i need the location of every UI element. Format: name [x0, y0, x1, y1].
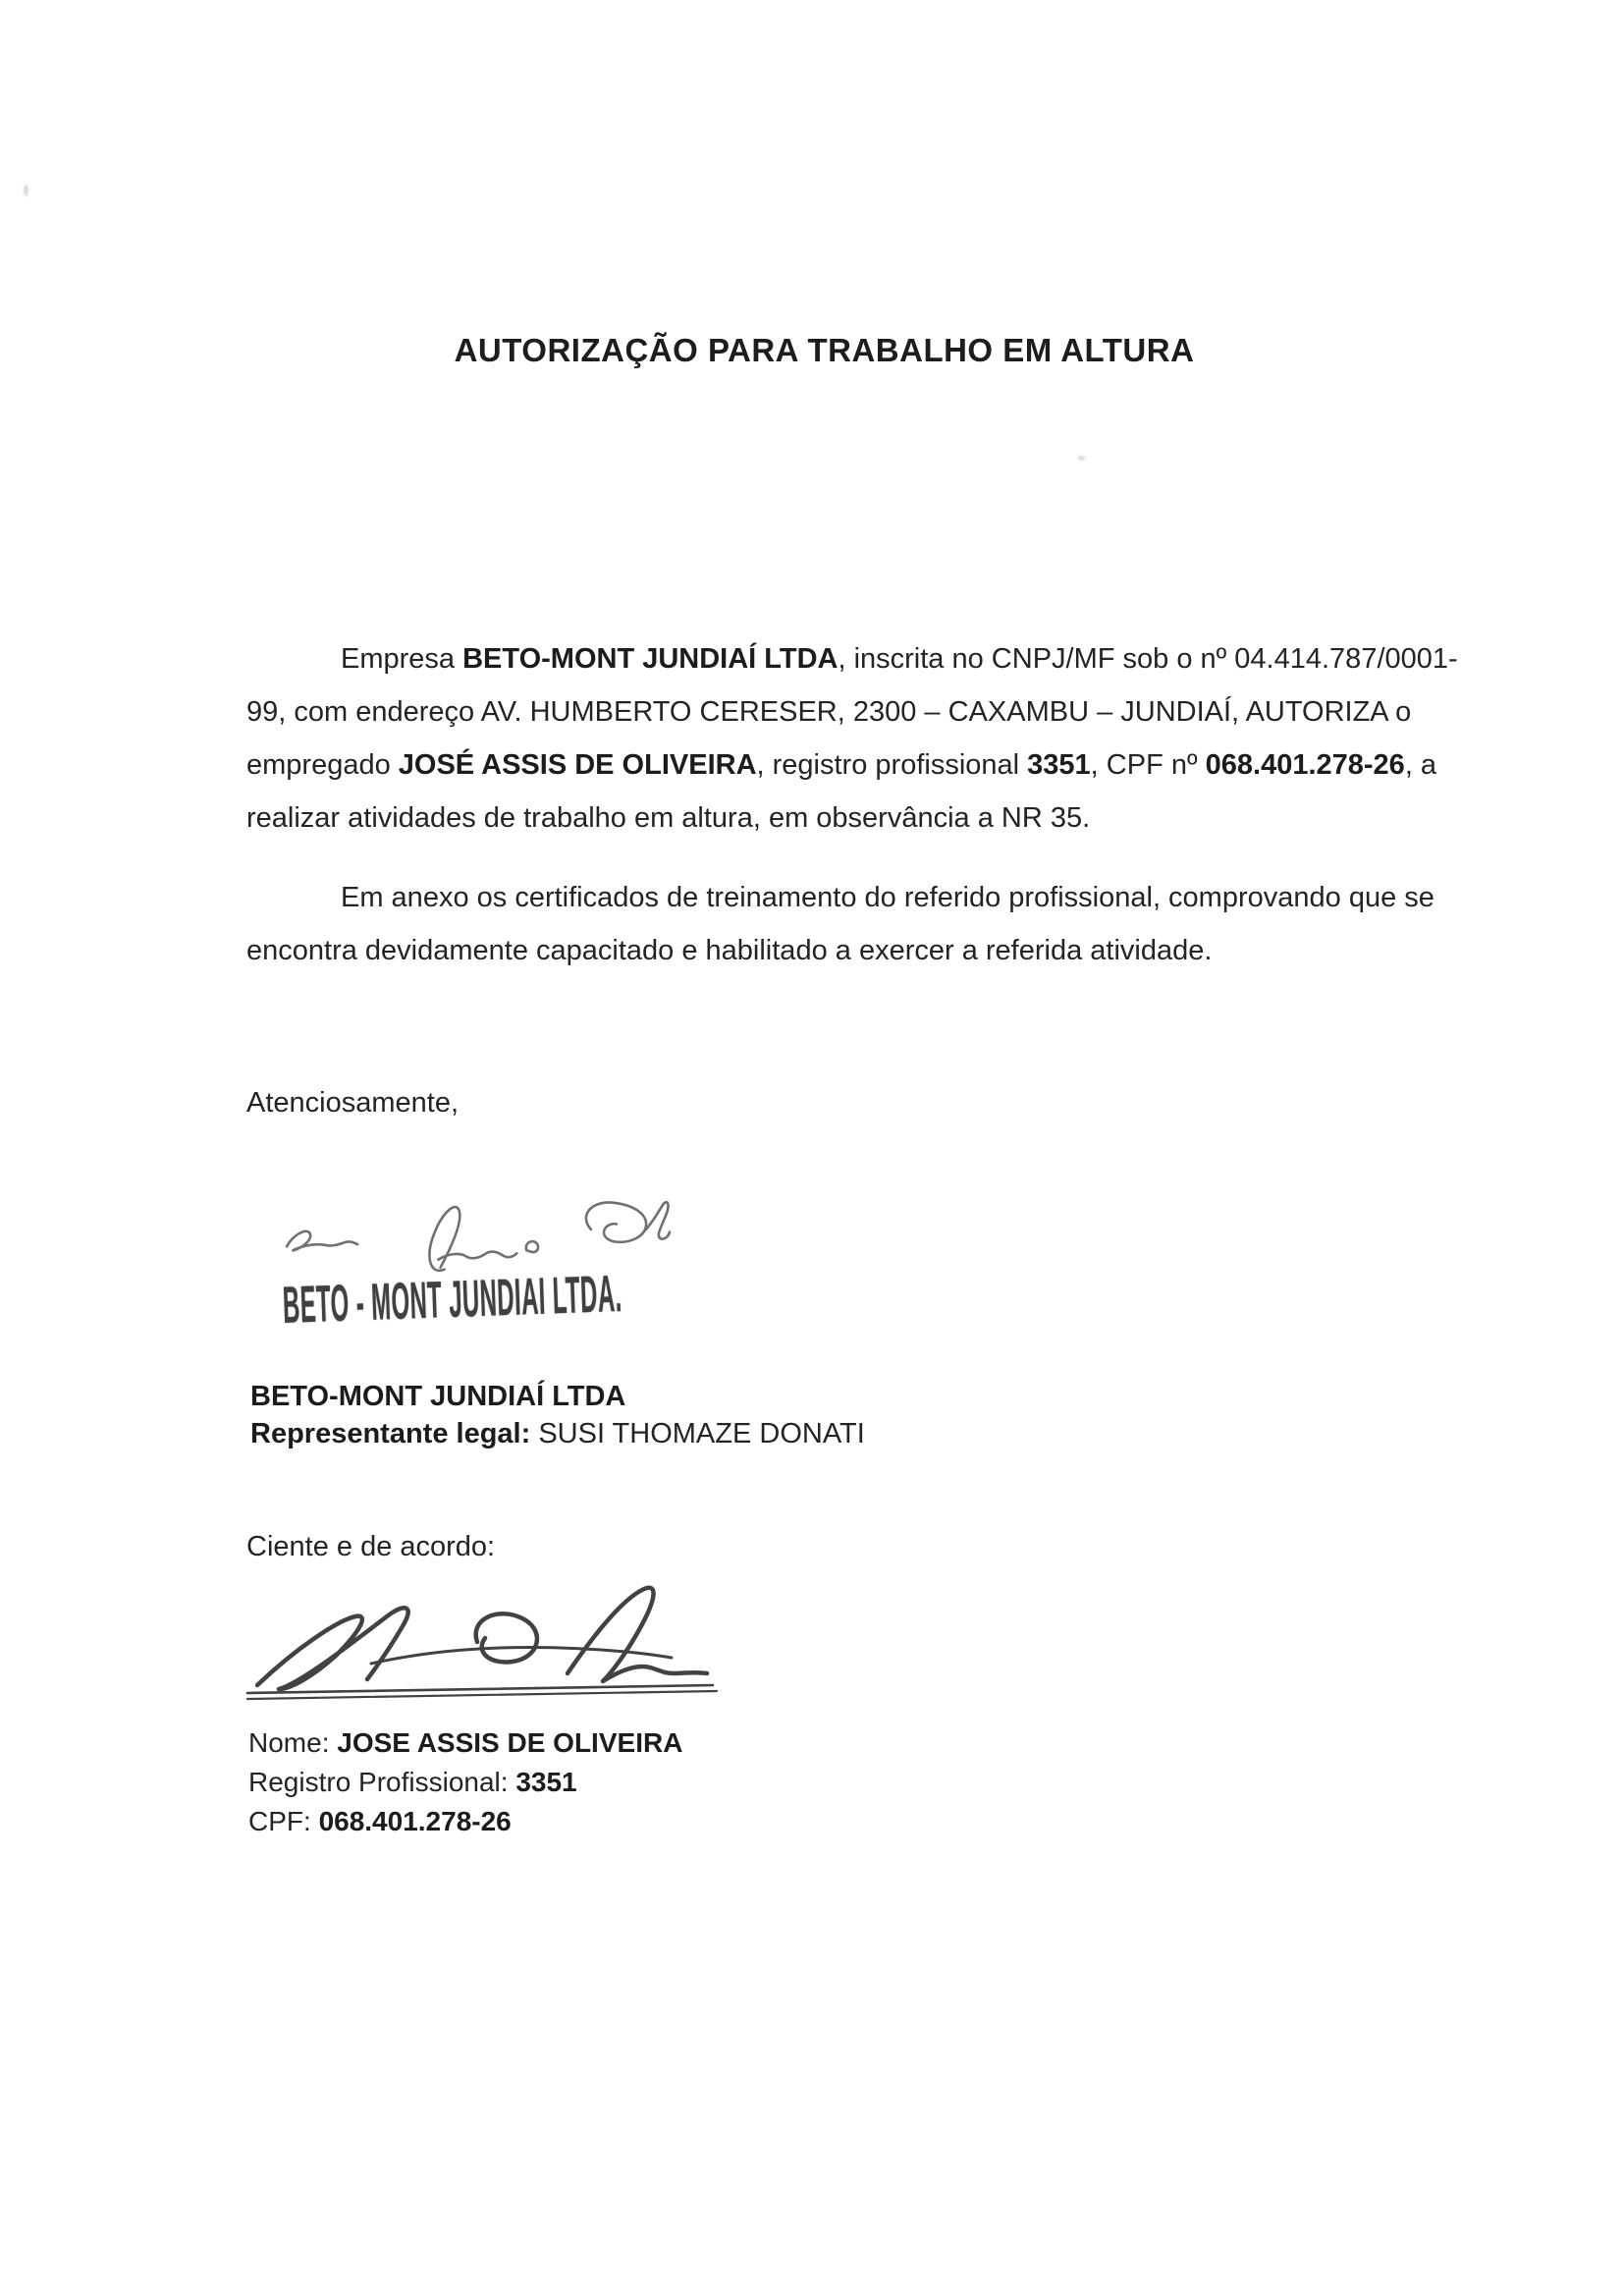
scan-artifact [1078, 456, 1085, 461]
paragraph-attachments [246, 871, 1434, 977]
paragraph-line: empregado JOSÉ ASSIS DE OLIVEIRA, registro profissional 3351, CPF nº 068.401.278-26, a [246, 749, 1437, 781]
closing-salutation: Atenciosamente, [246, 1087, 460, 1119]
company-name: BETO-MONT JUNDIAÍ LTDA [250, 1381, 626, 1412]
paragraph-line: realizar atividades de trabalho em altura, em observância a NR 35. [246, 802, 1091, 834]
scan-artifact [24, 185, 28, 196]
company-stamp: BETO - MONT JUNDIAI LTDA. [282, 1264, 623, 1335]
paragraph-authorization [246, 632, 1458, 845]
paragraph-line: 99, com endereço AV. HUMBERTO CERESER, 2300 – CAXAMBU – JUNDIAÍ, AUTORIZA o [246, 696, 1412, 728]
legal-representative: Representante legal: SUSI THOMAZE DONATI [250, 1418, 865, 1449]
document-title: AUTORIZAÇÃO PARA TRABALHO EM ALTURA [454, 332, 1195, 368]
employee-name-inline: JOSÉ ASSIS DE OLIVEIRA [398, 749, 757, 781]
company-block [250, 1378, 865, 1452]
registry-number-inline: 3351 [1027, 749, 1091, 781]
signee-cpf: CPF: 068.401.278-26 [248, 1806, 512, 1836]
paragraph-line: Empresa BETO-MONT JUNDIAÍ LTDA, inscrita no CNPJ/MF sob o nº 04.414.787/0001- [341, 643, 1458, 675]
paragraph-line: encontra devidamente capacitado e habilitado a exercer a referida atividade. [246, 935, 1213, 966]
acknowledgement-label: Ciente e de acordo: [246, 1531, 496, 1562]
signee-block [248, 1723, 682, 1841]
company-name-inline: BETO-MONT JUNDIAÍ LTDA [462, 643, 839, 675]
handwritten-signature-employee [242, 1577, 732, 1715]
signee-name: Nome: JOSE ASSIS DE OLIVEIRA [248, 1727, 683, 1758]
paragraph-line: Em anexo os certificados de treinamento do referido profissional, comprovando que se [341, 882, 1434, 913]
signee-registry: Registro Profissional: 3351 [248, 1767, 577, 1797]
cpf-number-inline: 068.401.278-26 [1205, 749, 1405, 781]
